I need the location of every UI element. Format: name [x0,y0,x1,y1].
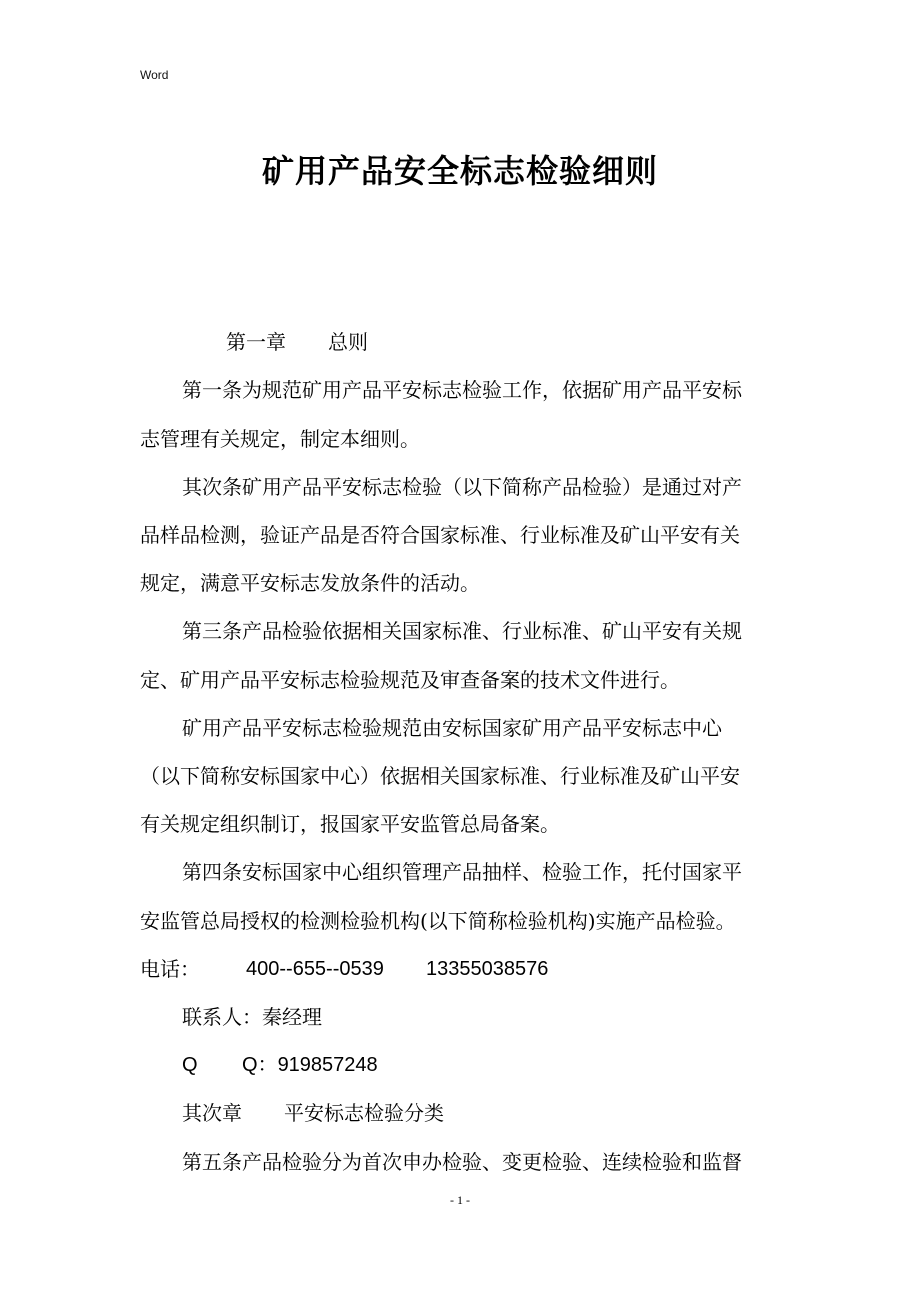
document-title: 矿用产品安全标志检验细则 [261,152,658,190]
contact-person-line [182,1005,322,1029]
phone-line [140,957,549,981]
contact-person: 秦经理 [262,1005,322,1029]
qq-label: Q：919857248 [242,1054,378,1076]
paragraph-line: 定、矿用产品平安标志检验规范及审查备案的技术文件进行。 [140,668,680,692]
phone-number-2: 13355038576 [426,958,549,980]
paragraph-line: 品样品检测，验证产品是否符合国家标准、行业标准及矿山平安有关 [140,523,740,547]
chapter-number: 其次章 [182,1101,242,1125]
qq-number: 919857248 [277,1054,378,1076]
page-number: - 1 - [450,1193,470,1207]
paragraph-line: 第四条安标国家中心组织管理产品抽样、检验工作，托付国家平 [182,860,742,884]
paragraph-line: 第五条产品检验分为首次申办检验、变更检验、连续检验和监督 [182,1150,742,1174]
header-label: Word [140,68,169,82]
chapter-number: 第一章 [226,330,286,354]
paragraph-line: 有关规定组织制订，报国家平安监管总局备案。 [140,812,560,836]
contact-person-label: 联系人： [182,1005,262,1029]
paragraph-line: （以下简称安标国家中心）依据相关国家标准、行业标准及矿山平安 [140,764,740,788]
chapter-name: 平安标志检验分类 [284,1101,444,1125]
qq-label-q: Q [182,1054,198,1076]
chapter-1-heading [226,330,368,354]
paragraph-line: 第三条产品检验依据相关国家标准、行业标准、矿山平安有关规 [182,619,742,643]
paragraph-line: 志管理有关规定，制定本细则。 [140,427,420,451]
paragraph-line: 矿用产品平安标志检验规范由安标国家矿用产品平安标志中心 [182,716,722,740]
qq-line [182,1053,378,1077]
phone-label: 电话： [140,957,200,981]
chapter-name: 总则 [328,330,368,354]
chapter-2-heading [182,1101,444,1125]
phone-number-1: 400--655--0539 [246,958,384,980]
paragraph-line: 规定，满意平安标志发放条件的活动。 [140,571,480,595]
paragraph-line: 其次条矿用产品平安标志检验（以下简称产品检验）是通过对产 [182,475,742,499]
paragraph-line: 安监管总局授权的检测检验机构(以下简称检验机构)实施产品检验。 [140,909,736,933]
paragraph-line: 第一条为规范矿用产品平安标志检验工作，依据矿用产品平安标 [182,378,742,402]
